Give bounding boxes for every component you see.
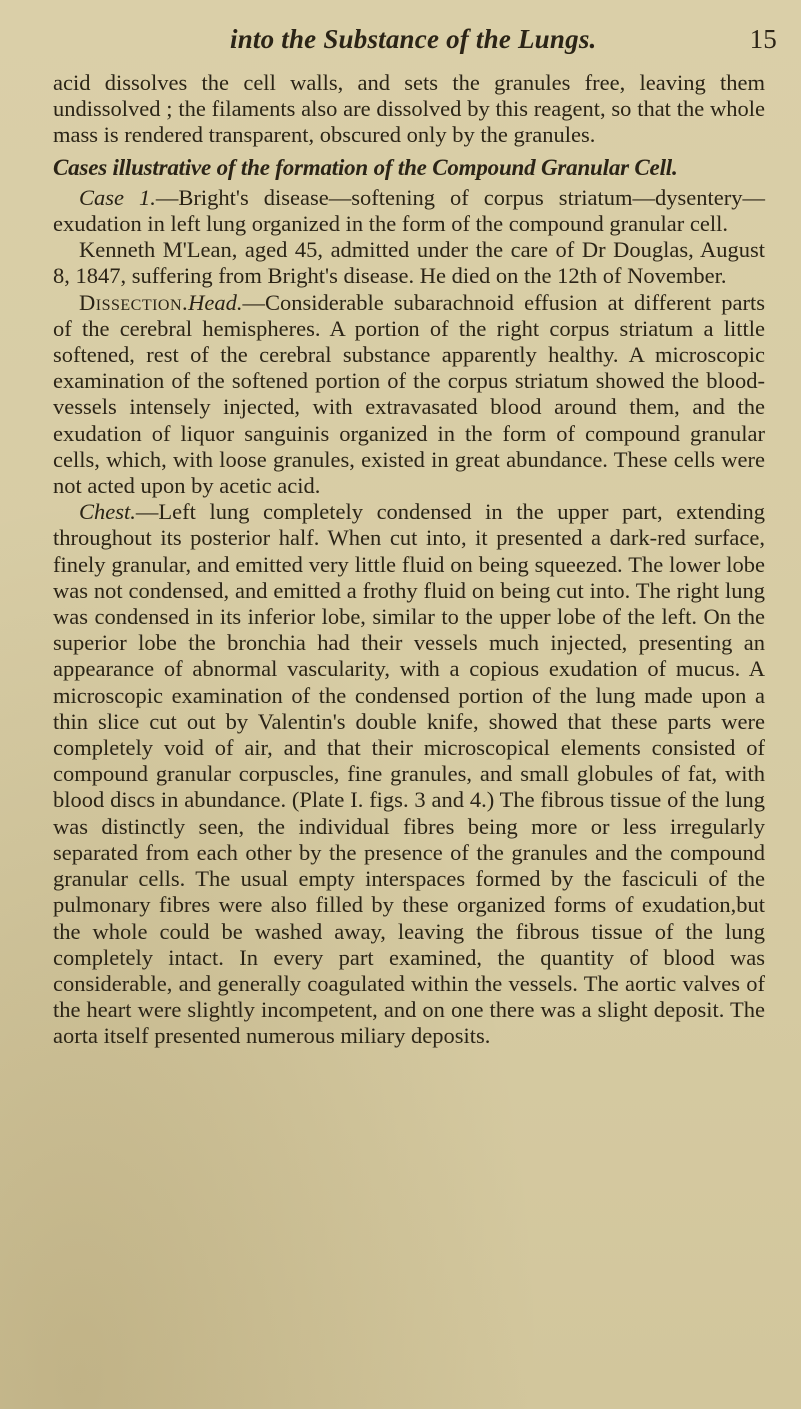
running-title: into the Substance of the Lungs. <box>230 24 597 54</box>
head-label: Head. <box>188 289 243 315</box>
paragraph-patient: Kenneth M'Lean, aged 45, admitted under the care of Dr Douglas, August 8, 1847, suffering from Bright's disease. He died on the 12th of November. <box>53 237 765 289</box>
chest-text: —Left lung completely condensed in the upper part, extending throughout its posterior half. When cut into, it presented a dark-red surface, finely granular, and emitted very little fluid on being squeezed. The lower lobe was not condensed, and emitted a frothy fluid on being cut into. The right lung was condensed in its inferior lobe, similar to the upper lobe of the left. On the superior lobe the bronchia had their vessels much injected, presenting an appearance of abnormal vascularity, with a copious exudation of mucus. A microscopic examination of the condensed portion of the lung made upon a thin slice cut out by Valentin's double knife, showed that these parts were completely void of air, and that their microscopical elements consisted of compound granular corpuscles, fine granules, and small globules of fat, with blood discs in abundance. (Plate I. figs. 3 and 4.) The fibrous tissue of the lung was distinctly seen, the individual fibres being more or less irregularly separated from each other by the presence of the granules and the compound granular cells. The usual empty interspaces formed by the fasciculi of the pulmonary fibres were also filled by these organized forms of exudation,but the whole could be washed away, leaving the fibrous tissue of the lung completely intact. In every part examined, the quantity of blood was considerable, and generally coagulated within the vessels. The aortic valves of the heart were slightly incompetent, and on one there was a slight deposit. The aorta itself presented numerous miliary deposits. <box>53 499 765 1049</box>
paragraph-dissection <box>53 290 765 500</box>
paragraph-chest <box>53 499 765 1049</box>
chest-label: Chest. <box>79 499 136 525</box>
dissection-label: Dissection. <box>79 289 189 315</box>
dissection-text: —Considerable subarachnoid effusion at different parts of the cerebral hemispheres. A portion of the right corpus striatum a little softened, rest of the cerebral substance apparently healthy. A microscopic examination of the softened portion of the corpus striatum showed the blood-vessels intensely injected, with extravasated blood around them, and the exudation of liquor sanguinis organized in the form of compound granular cells, which, with loose granules, existed in great abundance. These cells were not acted upon by acetic acid. <box>53 289 765 499</box>
page-number: 15 <box>749 24 777 54</box>
paragraph-case-1 <box>53 185 765 237</box>
page-body <box>53 70 765 1050</box>
running-header <box>200 24 777 55</box>
case-label: Case 1. <box>79 184 156 210</box>
paragraph-continuation: acid dissolves the cell walls, and sets the granules free, leaving them undissolved ; the filaments also are dissolved by this reagent, so that the whole mass is rendered transparent, obscured only by the granules. <box>53 70 765 148</box>
section-heading: Cases illustrative of the formation of the Compound Granular Cell. <box>53 154 678 180</box>
case-summary: —Bright's disease—softening of corpus striatum—dysentery—exudation in left lung organized in the form of the compound granular cell. <box>53 184 765 237</box>
